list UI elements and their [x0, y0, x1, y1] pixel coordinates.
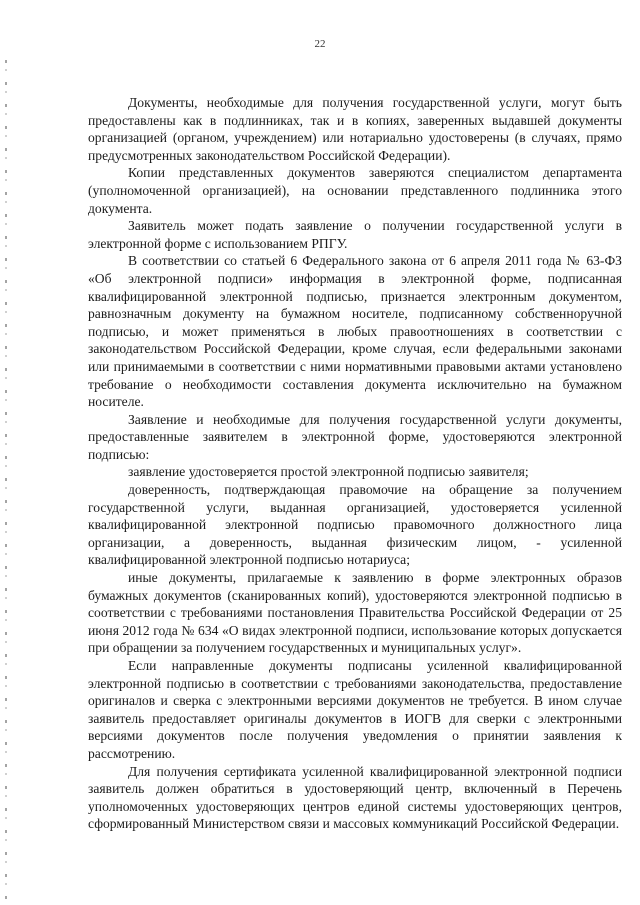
paragraph-electronic-signature-requirement: Заявление и необходимые для получения государственной услуги документы, предоставленные заявителем в электронной форме, удостоверяются электронной подписью: [88, 411, 622, 462]
paragraph-electronic-application: Заявитель может подать заявление о получении государственной услуги в электронной форме с использованием РПГУ. [88, 218, 622, 251]
page-number: 22 [314, 38, 326, 50]
paragraph-federal-law-article-6: В соответствии со статьей 6 Федерального закона от 6 апреля 2011 года № 63-ФЗ «Об электронной подписи» информация в электронной форме, подписанная квалифицированной электронной подписью, признается электронным документом, равнозначным документу на бумажном носителе, подписанному собственноручной подписью, и может применяться в любых правоотношениях в соответствии с законодательством Российской Федерации, кроме случая, если федеральными законами или принимаемыми в соответствии с ними нормативными правовыми актами установлено требование о необходимости составления документа исключительно на бумажном носителе. [88, 253, 622, 410]
paragraph-documents-originals-or-copies: Документы, необходимые для получения государственной услуги, могут быть предоставлены как в подлинниках, так и в копиях, заверенных выдавшей документы организацией (органом, учреждением) или нотариально удостоверены (в случаях, прямо предусмотренных законодательством Российской Федерации). [88, 95, 622, 163]
document-body [88, 94, 622, 833]
paragraph-copies-certified: Копии представленных документов заверяются специалистом департамента (уполномоченной организацией), на основании представленного подлинника этого документа. [88, 165, 622, 216]
paragraph-power-of-attorney: доверенность, подтверждающая правомочие на обращение за получением государственной услуги, выданная организацией, удостоверяется усиленной квалифицированной электронной подписью правомочного должностного лица организации, а доверенность, выданная физическим лицом, - усиленной квалифицированной электронной подписью нотариуса; [88, 482, 622, 568]
paragraph-other-documents: иные документы, прилагаемые к заявлению в форме электронных образов бумажных документов (сканированных копий), удостоверяются электронной подписью в соответствии с требованиями постановления Правительства Российской Федерации от 25 июня 2012 года № 634 «О видах электронной подписи, использование которых допускается при обращении за получением государственных и муниципальных услуг». [88, 570, 622, 656]
paragraph-simple-signature: заявление удостоверяется простой электронной подписью заявителя; [128, 464, 529, 480]
paragraph-certificate-obtaining: Для получения сертификата усиленной квалифицированной электронной подписи заявитель должен обратиться в удостоверяющий центр, включенный в Перечень уполномоченных удостоверяющих центров единой системы удостоверяющих центров, сформированный Министерством связи и массовых коммуникаций Российской Федерации. [88, 763, 622, 832]
scan-edge-artifact [5, 60, 7, 900]
paragraph-originals-verification: Если направленные документы подписаны усиленной квалифицированной электронной подписью в соответствии с требованиями законодательства, предоставление оригиналов и сверка с электронными версиями документов не требуется. В ином случае заявитель предоставляет оригиналы документов в ИОГВ для сверки с электронными версиями документов после получения уведомления о принятии заявления к рассмотрению. [88, 658, 622, 761]
